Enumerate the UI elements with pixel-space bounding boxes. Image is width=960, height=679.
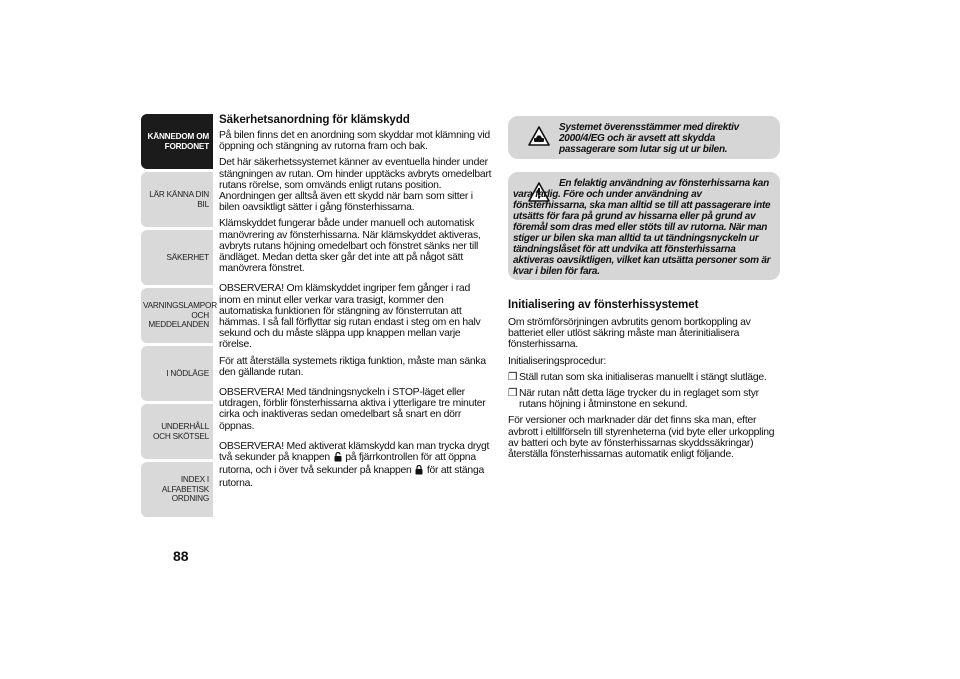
list-item-text: När rutan nått detta läge trycker du in reglaget som styr rutans höjning i åtminstone en sekund. bbox=[519, 388, 759, 411]
bullet-marker: ❒ bbox=[508, 371, 518, 383]
section-heading: Initialisering av fönsterhissystemet bbox=[508, 298, 699, 311]
paragraph: Det här säkerhetssystemet känner av eventuella hinder under stängningen av rutan. Om hinder upptäcks avbryts omedelbart rutans rörelse, som omvänds enligt rutans position. Anordningen ger alltså även ett skydd när barn som sitter i bilen oavsiktligt sätter i gång fönsterhissarna. bbox=[219, 157, 492, 214]
list-item bbox=[508, 372, 783, 383]
note-text: Systemet överensstämmer med direktiv 2000/4/EG och är avsett att skydda passagerare som lutar sig ut ur bilen. bbox=[559, 122, 739, 155]
tab-label: INDEX I ALFABETISK ORDNING bbox=[161, 475, 209, 504]
tab-label: SÄKERHET bbox=[166, 252, 209, 262]
paragraph: Om strömförsörjningen avbrutits genom bortkoppling av batteriet eller utlöst säkring måste man återinitialisera fönsterhissarna. bbox=[508, 317, 751, 351]
paragraph-text: OBSERVERA! Med aktiverat klämskydd kan man trycka drygt två sekunder på knappen bbox=[219, 440, 490, 464]
paragraph-text: på fjärrkontrollen för att öppna rutorna, och i över två sekunder på knappen bbox=[219, 452, 476, 477]
chapter-tabs bbox=[141, 114, 217, 520]
paragraph: På bilen finns det en anordning som skyddar mot klämning vid öppning och stängning av rutorna fram och bak. bbox=[219, 130, 490, 153]
left-column bbox=[219, 113, 494, 495]
warning-text: En felaktig användning av fönsterhissarna kan vara farlig. Före och under användning av fönsterhissarna, ska man alltid se till att passagerare inte utsätts för fara på grund av hissarna eller på grund av föremål som dras med eller stöts till av rutorna. När man stiger ur bilen ska man alltid ta ut tändningsnyckeln ur tändningslåset för att undvika att fönsterhissarna aktiveras oavsiktligen, vilket kan utsätta personer som är kvar i bilen för fara. bbox=[513, 178, 771, 277]
paragraph: OBSERVERA! Om klämskyddet ingriper fem gånger i rad inom en minut eller verkar vara trasigt, kommer den automatiska funktionen för stängning av fönsterrutan att hämmas. I så fall förflyttar sig rutan endast i steg om en halv sekund och du måste släppa upp knappen mellan varje rörelse. bbox=[219, 283, 481, 351]
warning-car-icon bbox=[528, 126, 550, 146]
paragraph: För versioner och marknader där det finns ska man, efter avbrott i eltillförseln till styrenheterna (vid byte eller urkoppling av batteri och byte av fönsterhissarnas skyddssäkringar) återställa fönsterhissarnas automatik enligt följande. bbox=[508, 415, 775, 461]
note-box-directive bbox=[508, 116, 780, 159]
unlock-icon bbox=[334, 452, 342, 465]
tab-index[interactable] bbox=[141, 462, 213, 517]
tab-lar-kanna-din-bil[interactable] bbox=[141, 172, 213, 227]
paragraph-text: för att stänga rutorna. bbox=[219, 465, 485, 490]
page-number: 88 bbox=[173, 548, 189, 564]
tab-label: I NÖDLÄGE bbox=[166, 368, 209, 378]
right-column bbox=[508, 298, 783, 465]
tab-varningslampor[interactable] bbox=[141, 288, 217, 343]
tab-sakerhet[interactable] bbox=[141, 230, 213, 285]
list-item bbox=[508, 388, 783, 410]
tab-label: LÄR KÄNNA DIN BIL bbox=[149, 190, 209, 209]
paragraph: Initialiseringsprocedur: bbox=[508, 355, 606, 367]
tab-underhall-och-skotsel[interactable] bbox=[141, 404, 213, 459]
tab-label: VARNINGSLAMPOR OCH MEDDELANDEN bbox=[143, 301, 217, 330]
paragraph: OBSERVERA! Med tändningsnyckeln i STOP-läget eller utdragen, förblir fönsterhissarna aktiva i ytterligare tre minuter cirka och inaktiveras sedan omedelbart så snart en dörr öppnas. bbox=[219, 387, 486, 432]
paragraph bbox=[219, 441, 494, 490]
section-heading: Säkerhetsanordning för klämskydd bbox=[219, 113, 410, 126]
bullet-marker: ❒ bbox=[508, 388, 518, 400]
tab-label: KÄNNEDOM OM FORDONET bbox=[147, 132, 209, 151]
list-item-text: Ställ rutan som ska initialiseras manuellt i stängt slutläge. bbox=[519, 371, 767, 383]
paragraph: Klämskyddet fungerar både under manuell och automatisk manövrering av fönsterhissarna. När klämskyddet aktiveras, avbryts rutans höjning omedelbart och fönstret sänks ner till ändläget. Medan detta sker går det inte att på något sätt manövrera fönstret. bbox=[219, 218, 481, 275]
tab-i-nodlage[interactable] bbox=[141, 346, 213, 401]
tab-kannedom-om-fordonet[interactable] bbox=[141, 114, 213, 169]
lock-icon bbox=[415, 465, 423, 478]
warning-box bbox=[508, 172, 780, 280]
paragraph: För att återställa systemets riktiga funktion, måste man sänka den gällande rutan. bbox=[219, 355, 486, 378]
tab-label: UNDERHÅLL OCH SKÖTSEL bbox=[152, 422, 209, 441]
